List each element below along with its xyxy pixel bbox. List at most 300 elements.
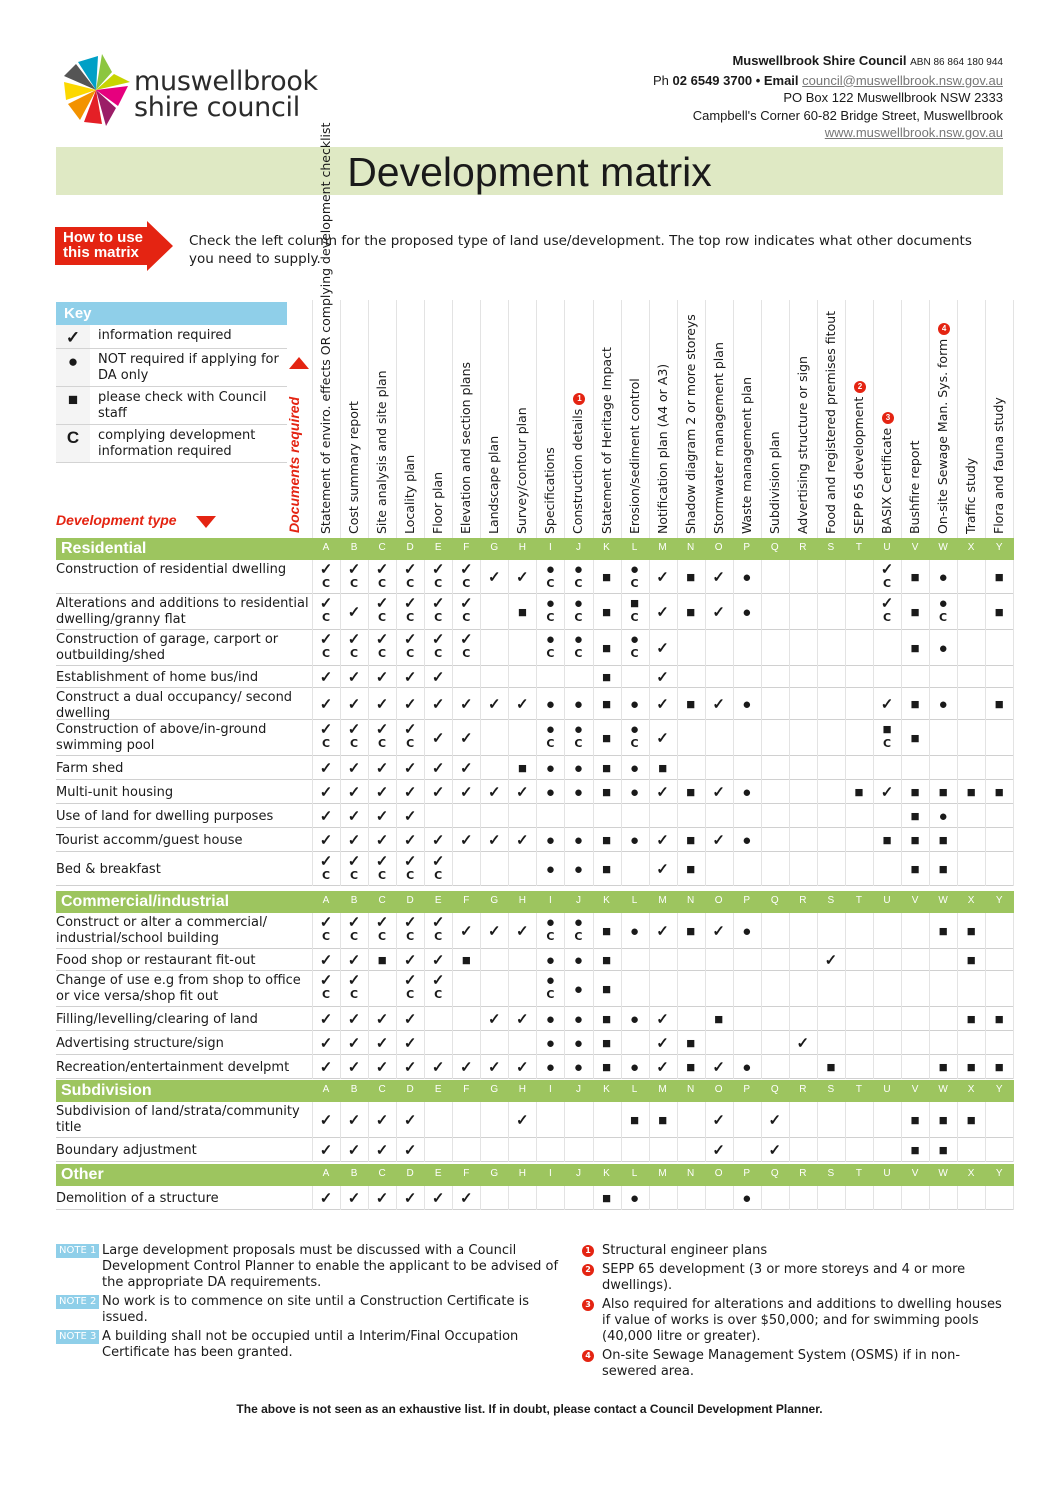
matrix-cell bbox=[368, 595, 396, 624]
matrix-cell bbox=[649, 730, 677, 747]
matrix-cell bbox=[705, 604, 733, 621]
grid-line bbox=[705, 560, 706, 886]
cell-symbol: ● bbox=[545, 561, 555, 578]
matrix-cell bbox=[508, 604, 536, 621]
cell-symbol: ✓ bbox=[796, 1034, 810, 1052]
column-header-label: Locality plan bbox=[402, 454, 418, 534]
cell-complying-mark: C bbox=[434, 611, 443, 624]
cell-complying-mark: C bbox=[434, 930, 443, 943]
cell-symbol: ● bbox=[545, 860, 555, 878]
cell-symbol: ■ bbox=[658, 759, 668, 777]
grid-line bbox=[929, 1186, 930, 1210]
column-letter: E bbox=[434, 1084, 442, 1095]
matrix-cell bbox=[564, 721, 592, 750]
cell-symbol: ✓ bbox=[516, 1010, 529, 1028]
cell-symbol: ■ bbox=[966, 922, 976, 940]
cell-symbol: ■ bbox=[601, 729, 612, 747]
matrix-cell bbox=[733, 784, 761, 801]
grid-line bbox=[312, 1102, 313, 1162]
cell-symbol: ✓ bbox=[431, 853, 445, 870]
grid-line bbox=[677, 913, 678, 1079]
cell-symbol: ■ bbox=[630, 1111, 640, 1129]
cell-symbol: ■ bbox=[686, 922, 696, 940]
grid-line bbox=[705, 1102, 706, 1162]
column-letter: O bbox=[714, 895, 723, 906]
cell-complying-mark: C bbox=[434, 647, 443, 660]
key-row bbox=[56, 387, 287, 425]
footnotes-block bbox=[582, 1243, 1012, 1383]
matrix-cell bbox=[564, 1035, 592, 1052]
cell-complying-mark: C bbox=[350, 869, 359, 882]
matrix-cell bbox=[564, 832, 592, 849]
column-header-i bbox=[536, 300, 564, 538]
matrix-cell bbox=[480, 1011, 508, 1028]
cell-symbol: ✓ bbox=[375, 783, 389, 801]
column-letter: A bbox=[322, 542, 330, 553]
matrix-cell bbox=[452, 784, 480, 801]
matrix-cell bbox=[649, 832, 677, 849]
matrix-cell bbox=[368, 952, 396, 969]
cell-symbol: ✓ bbox=[375, 853, 389, 870]
cell-symbol: ● bbox=[630, 759, 640, 777]
matrix-cell bbox=[396, 696, 424, 713]
matrix-cell bbox=[340, 972, 368, 1001]
matrix-cell bbox=[621, 760, 649, 777]
note-text: Large development proposals must be discussed with a Council Development Control Planner to enable the applicant to be advised of the appropriate DA requirements. bbox=[102, 1243, 559, 1290]
matrix-cell bbox=[536, 561, 564, 590]
org-name: Muswellbrook Shire Council bbox=[732, 53, 907, 68]
cell-symbol: ✓ bbox=[880, 595, 894, 612]
column-header-y bbox=[985, 300, 1013, 538]
key-symbol: C bbox=[66, 428, 80, 447]
matrix-cell bbox=[593, 1190, 621, 1207]
grid-line bbox=[1013, 1102, 1014, 1162]
matrix-cell bbox=[536, 1035, 564, 1052]
cell-symbol: ✓ bbox=[459, 561, 473, 578]
matrix-cell bbox=[340, 1035, 368, 1052]
cell-complying-mark: C bbox=[321, 930, 331, 943]
cell-symbol: ✓ bbox=[656, 1034, 669, 1052]
email-link[interactable]: council@muswellbrook.nsw.gov.au bbox=[802, 72, 1003, 88]
key-row bbox=[56, 425, 287, 463]
cell-symbol: ■ bbox=[601, 603, 612, 621]
cell-complying-mark: C bbox=[630, 737, 639, 750]
column-letter: T bbox=[855, 1168, 862, 1179]
column-header-label: Erosion/sediment control bbox=[626, 378, 642, 534]
cell-symbol: ✓ bbox=[347, 783, 361, 801]
matrix-cell bbox=[929, 696, 957, 713]
column-letter: L bbox=[631, 895, 638, 906]
matrix-cell bbox=[396, 952, 424, 969]
section-name: Other bbox=[61, 1166, 104, 1183]
grid-line bbox=[677, 1186, 678, 1210]
cell-symbol: ✓ bbox=[431, 914, 445, 931]
matrix-cell bbox=[677, 696, 705, 713]
matrix-cell bbox=[312, 1190, 340, 1207]
matrix-cell bbox=[593, 640, 621, 657]
matrix-cell bbox=[340, 1142, 368, 1159]
column-letter: D bbox=[406, 895, 414, 906]
cell-symbol: ✓ bbox=[347, 1189, 361, 1207]
matrix-cell bbox=[312, 561, 340, 590]
grid-line bbox=[536, 1102, 537, 1162]
development-type-text: Development type bbox=[56, 512, 177, 528]
matrix-cell bbox=[901, 730, 929, 747]
cell-symbol: ✓ bbox=[880, 695, 894, 713]
matrix-cell bbox=[396, 669, 424, 686]
column-letter: T bbox=[855, 542, 862, 553]
cell-symbol: ✓ bbox=[403, 807, 417, 825]
row-name: Construction of above/in-ground swimming pool bbox=[56, 722, 267, 753]
matrix-cell bbox=[340, 952, 368, 969]
cell-symbol: ✓ bbox=[375, 807, 389, 825]
grid-line bbox=[368, 560, 369, 886]
matrix-cell bbox=[564, 1011, 592, 1028]
column-header-label: Floor plan bbox=[430, 471, 446, 534]
matrix-cell bbox=[424, 952, 452, 969]
matrix-cell bbox=[452, 595, 480, 624]
cell-symbol: ✓ bbox=[880, 561, 894, 578]
matrix-cell bbox=[452, 923, 480, 940]
cell-symbol: ● bbox=[545, 721, 555, 738]
matrix-cell bbox=[733, 696, 761, 713]
footnote-number: 3 bbox=[582, 1299, 594, 1311]
cell-symbol: ● bbox=[742, 783, 752, 801]
cell-symbol: ■ bbox=[601, 639, 612, 657]
footnote-text: On-site Sewage Management System (OSMS) if in non-sewered area. bbox=[602, 1348, 961, 1379]
matrix-cell bbox=[564, 631, 592, 660]
cell-symbol: ✓ bbox=[712, 1058, 725, 1076]
cell-symbol: ✓ bbox=[516, 922, 529, 940]
matrix-cell bbox=[564, 595, 592, 624]
column-header-k bbox=[593, 300, 621, 538]
row-name: Subdivision of land/strata/community title bbox=[56, 1104, 300, 1135]
cell-complying-mark: C bbox=[350, 930, 359, 943]
grid-line bbox=[985, 1102, 986, 1162]
cell-symbol: ● bbox=[573, 759, 583, 777]
matrix-cell bbox=[424, 832, 452, 849]
cell-complying-mark: C bbox=[406, 647, 415, 660]
cell-symbol: ■ bbox=[882, 721, 892, 738]
column-header-f bbox=[452, 300, 480, 538]
cell-complying-mark: C bbox=[378, 647, 387, 660]
column-letter: I bbox=[549, 895, 552, 906]
section-header-commercial-industrial bbox=[56, 891, 1014, 913]
grid-line bbox=[312, 560, 313, 886]
column-header-label: Traffic study bbox=[963, 457, 979, 534]
cell-complying-mark: C bbox=[406, 869, 415, 882]
row-name: Bed & breakfast bbox=[56, 862, 161, 877]
key-text: information required bbox=[90, 325, 287, 348]
cell-symbol: ✓ bbox=[656, 695, 669, 713]
cell-symbol: ✓ bbox=[403, 631, 417, 648]
matrix-cell bbox=[508, 1059, 536, 1076]
column-letter: J bbox=[575, 895, 581, 906]
cell-symbol: ■ bbox=[994, 695, 1004, 713]
grid-line bbox=[677, 1102, 678, 1162]
cell-symbol: ✓ bbox=[431, 951, 445, 969]
cell-complying-mark: C bbox=[546, 930, 555, 943]
matrix-cell bbox=[593, 1011, 621, 1028]
cell-symbol: ✓ bbox=[375, 1111, 389, 1129]
cell-symbol: ● bbox=[573, 595, 583, 612]
matrix-cell bbox=[649, 784, 677, 801]
matrix-cell bbox=[677, 1035, 705, 1052]
matrix-cell bbox=[396, 631, 424, 660]
grid-line bbox=[649, 1186, 650, 1210]
matrix-cell bbox=[536, 861, 564, 878]
cell-complying-mark: C bbox=[434, 988, 443, 1001]
cell-symbol: ✓ bbox=[488, 922, 501, 940]
cell-symbol: ✓ bbox=[488, 695, 501, 713]
grid-line bbox=[1013, 1186, 1014, 1210]
matrix-cell bbox=[452, 696, 480, 713]
matrix-cell bbox=[621, 721, 649, 750]
cell-symbol: ✓ bbox=[459, 631, 473, 648]
matrix-cell bbox=[733, 604, 761, 621]
cell-symbol: ✓ bbox=[347, 1111, 361, 1129]
cell-symbol: ✓ bbox=[319, 1141, 333, 1159]
cell-symbol: ✓ bbox=[403, 1189, 417, 1207]
matrix-cell bbox=[536, 696, 564, 713]
matrix-cell bbox=[396, 1035, 424, 1052]
cell-complying-mark: C bbox=[321, 647, 331, 660]
cell-complying-mark: C bbox=[574, 930, 583, 943]
column-letter: K bbox=[603, 1084, 610, 1095]
cell-symbol: ■ bbox=[686, 783, 696, 801]
cell-symbol: ■ bbox=[601, 831, 612, 849]
cell-symbol: ✓ bbox=[347, 853, 361, 870]
matrix-cell bbox=[873, 832, 901, 849]
matrix-cell bbox=[677, 604, 705, 621]
footer-disclaimer: The above is not seen as an exhaustive list. If in doubt, please contact a Council Development Planner. bbox=[236, 1402, 823, 1416]
matrix-cell bbox=[368, 631, 396, 660]
section-name: Commercial/industrial bbox=[61, 893, 230, 910]
matrix-cell bbox=[396, 832, 424, 849]
column-note-marker: 3 bbox=[882, 412, 894, 424]
row-name: Demolition of a structure bbox=[56, 1191, 219, 1206]
matrix-cell bbox=[621, 832, 649, 849]
cell-symbol: ✓ bbox=[319, 1034, 333, 1052]
matrix-cell bbox=[985, 569, 1013, 586]
column-header-q bbox=[761, 300, 789, 538]
cell-complying-mark: C bbox=[321, 611, 331, 624]
column-letter: L bbox=[631, 1084, 638, 1095]
matrix-cell bbox=[564, 914, 592, 943]
column-header-label: Shadow diagram 2 or more storeys bbox=[682, 314, 698, 534]
row-name: Filling/levelling/clearing of land bbox=[56, 1012, 258, 1027]
website-link[interactable]: www.muswellbrook.nsw.gov.au bbox=[824, 125, 1003, 140]
cell-symbol: ✓ bbox=[347, 1010, 361, 1028]
cell-symbol: ■ bbox=[938, 783, 948, 801]
column-letter: B bbox=[350, 542, 358, 553]
grid-line bbox=[424, 913, 425, 1079]
column-note-marker: 2 bbox=[854, 381, 866, 393]
column-header-e bbox=[424, 300, 452, 538]
grid-line bbox=[593, 560, 594, 886]
cell-symbol: ✓ bbox=[347, 631, 361, 648]
phone-label: Ph bbox=[653, 72, 669, 88]
matrix-cell bbox=[368, 760, 396, 777]
grid-line bbox=[733, 1186, 734, 1210]
matrix-cell bbox=[901, 640, 929, 657]
column-letter: K bbox=[603, 895, 610, 906]
column-letter: C bbox=[378, 1168, 386, 1179]
howto-badge bbox=[55, 221, 173, 271]
key-text: complying development information required bbox=[90, 425, 287, 462]
matrix-row bbox=[56, 971, 1014, 1007]
matrix-cell bbox=[452, 952, 480, 969]
matrix-cell bbox=[424, 784, 452, 801]
grid-line bbox=[929, 913, 930, 1079]
cell-symbol: ✓ bbox=[375, 561, 389, 578]
matrix-cell bbox=[677, 784, 705, 801]
cell-symbol: ■ bbox=[910, 1111, 920, 1129]
matrix-cell bbox=[733, 1059, 761, 1076]
cell-symbol: ■ bbox=[994, 568, 1004, 586]
row-name: Construction of garage, carport or outbuilding/shed bbox=[56, 632, 279, 663]
matrix-cell bbox=[368, 914, 396, 943]
column-letter: V bbox=[911, 542, 919, 553]
cell-symbol: ✓ bbox=[488, 783, 501, 801]
grid-line bbox=[508, 1186, 509, 1210]
grid-line bbox=[564, 1102, 565, 1162]
cell-symbol: ✓ bbox=[319, 853, 333, 870]
cell-symbol: ● bbox=[545, 972, 555, 989]
matrix-cell bbox=[845, 784, 873, 801]
street-address: Campbell's Corner 60-82 Bridge Street, Muswellbrook bbox=[692, 107, 1003, 123]
matrix-cell bbox=[817, 952, 845, 969]
matrix-cell bbox=[424, 1059, 452, 1076]
cell-symbol: ✓ bbox=[403, 561, 417, 578]
matrix-cell bbox=[957, 923, 985, 940]
cell-symbol: ● bbox=[545, 595, 555, 612]
cell-symbol: ✓ bbox=[712, 831, 725, 849]
matrix-cell bbox=[312, 952, 340, 969]
cell-complying-mark: C bbox=[546, 611, 555, 624]
cell-symbol: ● bbox=[742, 1058, 752, 1076]
grid-line bbox=[957, 1186, 958, 1210]
grid-line bbox=[789, 560, 790, 886]
column-letter: G bbox=[490, 1084, 499, 1095]
cell-symbol: ■ bbox=[686, 603, 696, 621]
row-name: Food shop or restaurant fit-out bbox=[56, 953, 256, 968]
matrix-cell bbox=[621, 1059, 649, 1076]
cell-symbol: ✓ bbox=[375, 1189, 389, 1207]
column-header-w bbox=[929, 300, 957, 538]
column-letter: L bbox=[631, 542, 638, 553]
row-name: Use of land for dwelling purposes bbox=[56, 809, 274, 824]
matrix-cell bbox=[677, 832, 705, 849]
footnote bbox=[582, 1348, 1012, 1380]
matrix-cell bbox=[929, 861, 957, 878]
grid-line bbox=[733, 913, 734, 1079]
cell-symbol: ■ bbox=[966, 951, 976, 969]
cell-complying-mark: C bbox=[378, 611, 387, 624]
matrix-cell bbox=[396, 1059, 424, 1076]
cell-symbol: ✓ bbox=[403, 1034, 417, 1052]
cell-symbol: ✓ bbox=[319, 1010, 333, 1028]
grid-line bbox=[929, 560, 930, 886]
cell-complying-mark: C bbox=[546, 988, 555, 1001]
matrix-cell bbox=[312, 1059, 340, 1076]
cell-symbol: ✓ bbox=[319, 783, 333, 801]
note-tag: NOTE 3 bbox=[56, 1330, 99, 1344]
cell-symbol: ✓ bbox=[403, 668, 417, 686]
column-letter: V bbox=[911, 1168, 919, 1179]
matrix-cell bbox=[536, 721, 564, 750]
matrix-cell bbox=[649, 604, 677, 621]
column-header-label: Survey/contour plan bbox=[514, 407, 530, 534]
matrix-cell bbox=[593, 669, 621, 686]
grid-line bbox=[985, 913, 986, 1079]
matrix-cell bbox=[340, 1190, 368, 1207]
cell-symbol: ✓ bbox=[319, 668, 333, 686]
matrix-cell bbox=[593, 760, 621, 777]
column-letter: I bbox=[549, 1168, 552, 1179]
matrix-cell bbox=[368, 1112, 396, 1129]
grid-line bbox=[621, 913, 622, 1079]
column-letter: I bbox=[549, 542, 552, 553]
grid-line bbox=[452, 1102, 453, 1162]
matrix-cell bbox=[705, 832, 733, 849]
matrix-cell bbox=[508, 832, 536, 849]
cell-symbol: ✓ bbox=[403, 595, 417, 612]
notes-block bbox=[56, 1243, 566, 1364]
cell-symbol: ✓ bbox=[431, 631, 445, 648]
column-letter: T bbox=[855, 1084, 862, 1095]
matrix-cell bbox=[424, 1190, 452, 1207]
matrix-cell bbox=[396, 784, 424, 801]
cell-symbol: ■ bbox=[910, 568, 920, 586]
cell-symbol: ■ bbox=[966, 1058, 976, 1076]
grid-line bbox=[761, 913, 762, 1079]
grid-line bbox=[901, 560, 902, 886]
matrix-row bbox=[56, 720, 1014, 756]
grid-line bbox=[873, 1102, 874, 1162]
column-note-marker: 4 bbox=[938, 323, 950, 335]
cell-symbol: ✓ bbox=[375, 1058, 389, 1076]
cell-symbol: ✓ bbox=[656, 922, 669, 940]
key-row bbox=[56, 349, 287, 387]
cell-symbol: ✓ bbox=[516, 831, 529, 849]
matrix-cell bbox=[817, 1059, 845, 1076]
grid-line bbox=[621, 1186, 622, 1210]
matrix-cell bbox=[340, 832, 368, 849]
cell-symbol: ✓ bbox=[431, 831, 445, 849]
matrix-cell bbox=[593, 696, 621, 713]
cell-symbol: ✓ bbox=[319, 831, 333, 849]
cell-complying-mark: C bbox=[882, 737, 892, 750]
cell-symbol: ✓ bbox=[403, 951, 417, 969]
cell-symbol: ✓ bbox=[824, 951, 838, 969]
matrix-row bbox=[56, 756, 1014, 780]
cell-symbol: ✓ bbox=[375, 695, 389, 713]
cell-symbol: ✓ bbox=[319, 807, 333, 825]
cell-symbol: ● bbox=[630, 831, 640, 849]
column-letter: G bbox=[490, 542, 499, 553]
matrix-cell bbox=[621, 696, 649, 713]
column-letter: O bbox=[714, 1084, 723, 1095]
matrix-cell bbox=[677, 1059, 705, 1076]
section-header-residential bbox=[56, 538, 1014, 560]
grid-line bbox=[901, 913, 902, 1079]
matrix-cell bbox=[368, 1011, 396, 1028]
matrix-cell bbox=[621, 923, 649, 940]
cell-symbol: ■ bbox=[601, 783, 612, 801]
title-band bbox=[56, 147, 1003, 195]
cell-symbol: ✓ bbox=[656, 860, 669, 878]
